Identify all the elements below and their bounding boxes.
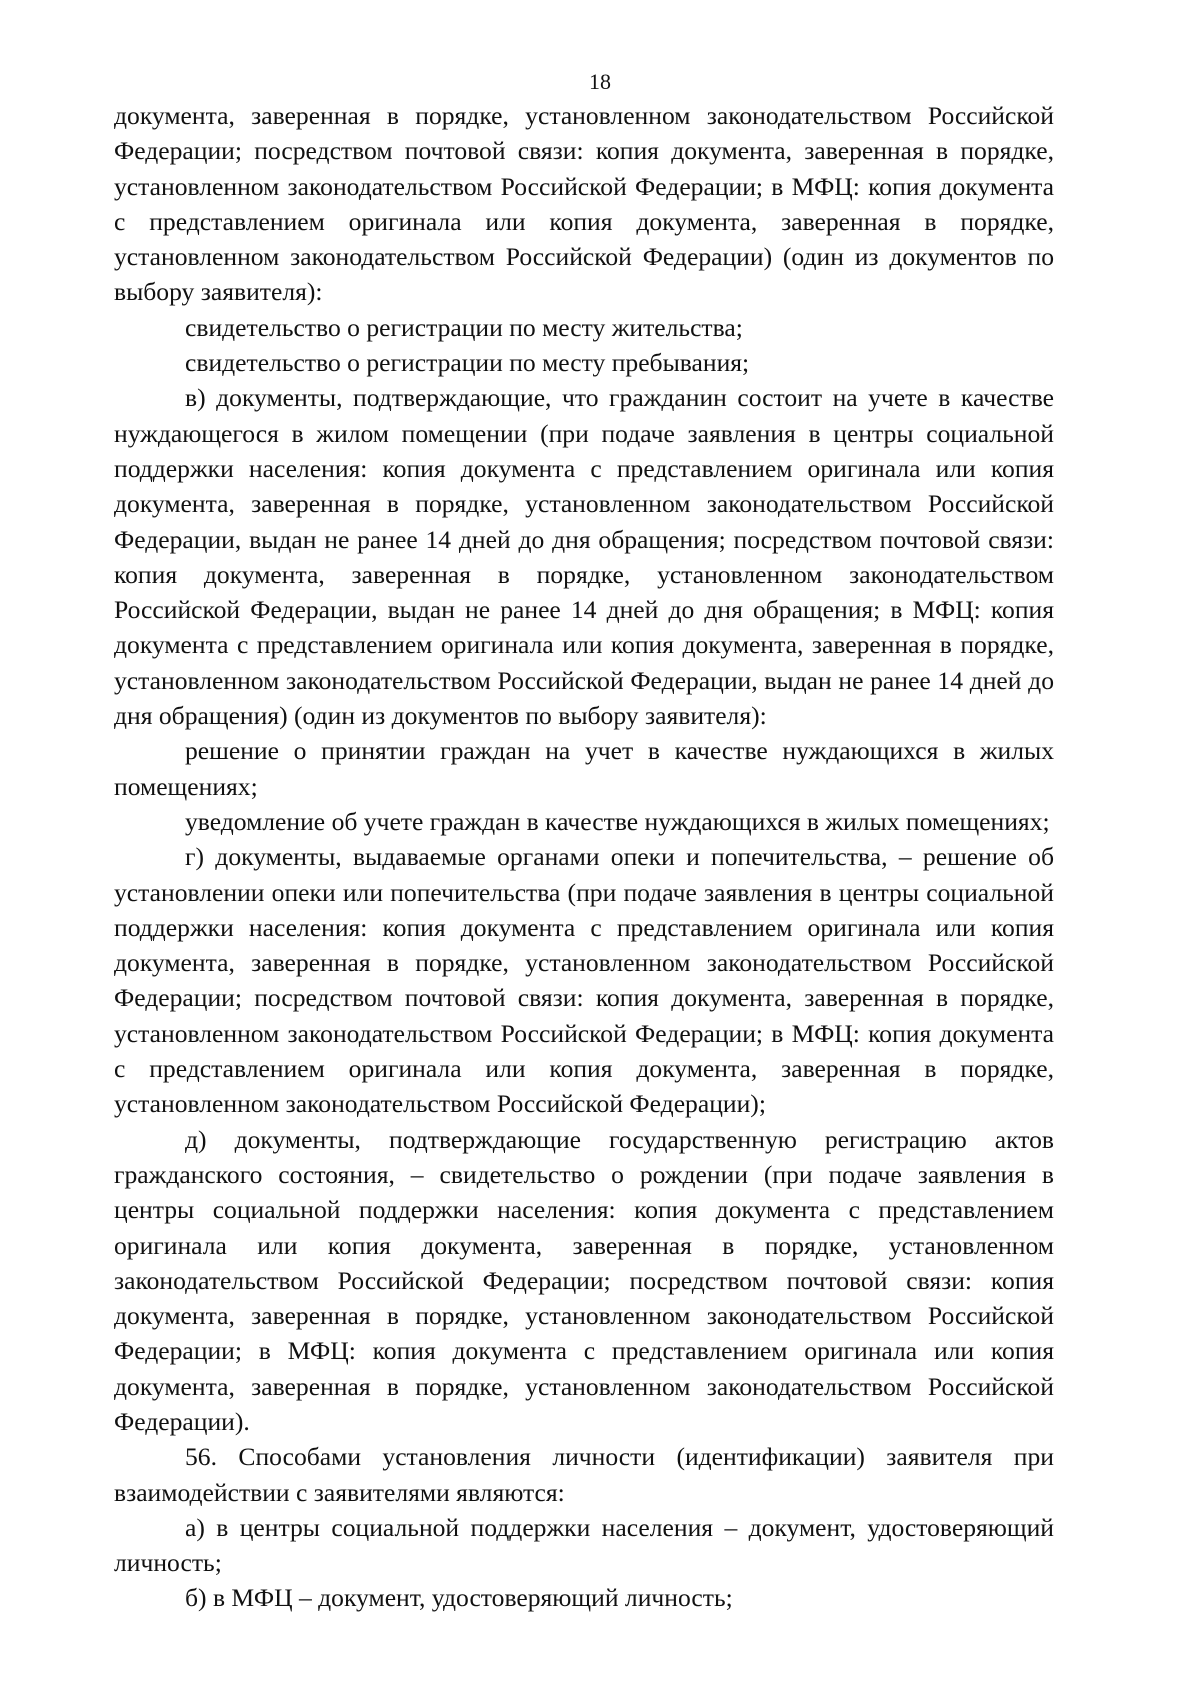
page-number: 18 [589,69,611,94]
paragraph-item-d: д) документы, подтверждающие государственную регистрацию актов гражданского состояния, – свидетельство о рождении (при подаче заявления в центры социальной поддержки населения: копия документа с представлением оригинала или копия документа, заверенная в порядке, установленном законодательством Российской Федерации; посредством почтовой связи: копия документа, заверенная в порядке, установленном законодательством Российской Федерации; в МФЦ: копия документа с представлением оригинала или копия документа, заверенная в порядке, установленном законодательством Российской Федерации). [114,1124,1054,1436]
paragraph-item-b: б) в МФЦ – документ, удостоверяющий личность; [185,1583,733,1613]
document-body [114,98,1054,1616]
paragraph-residence-certificate: свидетельство о регистрации по месту жительства; [185,312,743,342]
paragraph-registration-decision: решение о принятии граждан на учет в качестве нуждающихся в жилых помещениях; [114,736,1054,801]
paragraph-item-56: 56. Способами установления личности (идентификации) заявителя при взаимодействии с заявителями являются: [114,1442,1054,1507]
paragraph-continuation: документа, заверенная в порядке, установленном законодательством Российской Федерации; посредством почтовой связи: копия документа, заверенная в порядке, установленном законодательством Российской Федерации; в МФЦ: копия документа с представлением оригинала или копия документа, заверенная в порядке, установленном законодательством Российской Федерации) (один из документов по выбору заявителя): [114,101,1054,307]
paragraph-item-v: в) документы, подтверждающие, что гражданин состоит на учете в качестве нуждающегося в жилом помещении (при подаче заявления в центры социальной поддержки населения: копия документа с представлением оригинала или копия документа, заверенная в порядке, установленном законодательством Российской Федерации, выдан не ранее 14 дней до дня обращения; посредством почтовой связи: копия документа, заверенная в порядке, установленном законодательством Российской Федерации, выдан не ранее 14 дней до дня обращения; в МФЦ: копия документа с представлением оригинала или копия документа, заверенная в порядке, установленном законодательством Российской Федерации, выдан не ранее 14 дней до дня обращения) (один из документов по выбору заявителя): [114,383,1054,731]
paragraph-stay-certificate: свидетельство о регистрации по месту пребывания; [185,348,750,378]
paragraph-item-a: а) в центры социальной поддержки населения – документ, удостоверяющий личность; [114,1512,1054,1578]
paragraph-item-g: г) документы, выдаваемые органами опеки и попечительства, – решение об установлении опеки или попечительства (при подаче заявления в центры социальной поддержки населения: копия документа с представлением оригинала или копия документа, заверенная в порядке, установленном законодательством Российской Федерации; посредством почтовой связи: копия документа, заверенная в порядке, установленном законодательством Российской Федерации; в МФЦ: копия документа с представлением оригинала или копия документа, заверенная в порядке, установленном законодательством Российской Федерации); [114,842,1054,1119]
paragraph-registration-notice: уведомление об учете граждан в качестве нуждающихся в жилых помещениях; [185,806,1050,836]
